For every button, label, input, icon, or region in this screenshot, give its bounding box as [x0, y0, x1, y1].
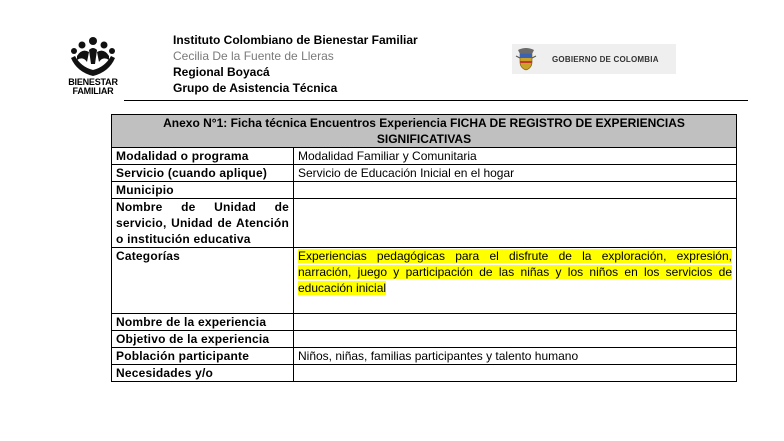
row-label: Nombre de Unidad de servicio, Unidad de Atención o institución educativa [112, 199, 294, 248]
row-label: Servicio (cuando aplique) [112, 165, 294, 182]
table-row [112, 182, 737, 199]
table-row [112, 165, 737, 182]
row-value[interactable] [294, 199, 737, 248]
row-label: Categorías [112, 248, 294, 314]
table-row [112, 348, 737, 365]
table-row [112, 199, 737, 248]
group-name: Grupo de Asistencia Técnica [173, 81, 338, 95]
row-value[interactable]: Servicio de Educación Inicial en el hogar [294, 165, 737, 182]
logo-text-line1: BIENESTAR [68, 77, 118, 87]
table-row [112, 248, 737, 314]
icbf-logo [62, 36, 124, 102]
row-label: Necesidades y/o [112, 365, 294, 382]
row-value[interactable] [294, 248, 737, 314]
government-label: GOBIERNO DE COLOMBIA [552, 54, 659, 64]
family-logo-icon [67, 36, 119, 78]
row-value[interactable] [294, 365, 737, 382]
table-row [112, 365, 737, 382]
row-value[interactable] [294, 314, 737, 331]
row-label: Municipio [112, 182, 294, 199]
row-value[interactable]: Niños, niñas, familias participantes y talento humano [294, 348, 737, 365]
government-badge [512, 44, 676, 74]
person-name: Cecilia De la Fuente de Lleras [173, 49, 334, 63]
regional-name: Regional Boyacá [173, 65, 270, 79]
colombia-coat-of-arms-icon [514, 46, 538, 72]
table-row [112, 331, 737, 348]
letterhead [173, 32, 418, 96]
row-value[interactable] [294, 331, 737, 348]
registration-form-table [111, 114, 737, 382]
row-label: Población participante [112, 348, 294, 365]
table-title: Anexo N°1: Ficha técnica Encuentros Experiencia FICHA DE REGISTRO DE EXPERIENCIAS SIGNIFICATIVAS [112, 115, 737, 148]
table-row [112, 148, 737, 165]
row-label: Objetivo de la experiencia [112, 331, 294, 348]
row-value[interactable]: Modalidad Familiar y Comunitaria [294, 148, 737, 165]
logo-text-line2: FAMILIAR [72, 86, 114, 96]
table-title-row [112, 115, 737, 148]
highlighted-category: Experiencias pedagógicas para el disfrute de la exploración, expresión, narración, juego y participación de las niñas y los niños en los servicios de educación inicial [298, 249, 732, 295]
row-value[interactable] [294, 182, 737, 199]
row-label: Modalidad o programa [112, 148, 294, 165]
table-row [112, 314, 737, 331]
row-label: Nombre de la experiencia [112, 314, 294, 331]
institution-name: Instituto Colombiano de Bienestar Familiar [173, 33, 418, 47]
header-divider [124, 100, 748, 101]
